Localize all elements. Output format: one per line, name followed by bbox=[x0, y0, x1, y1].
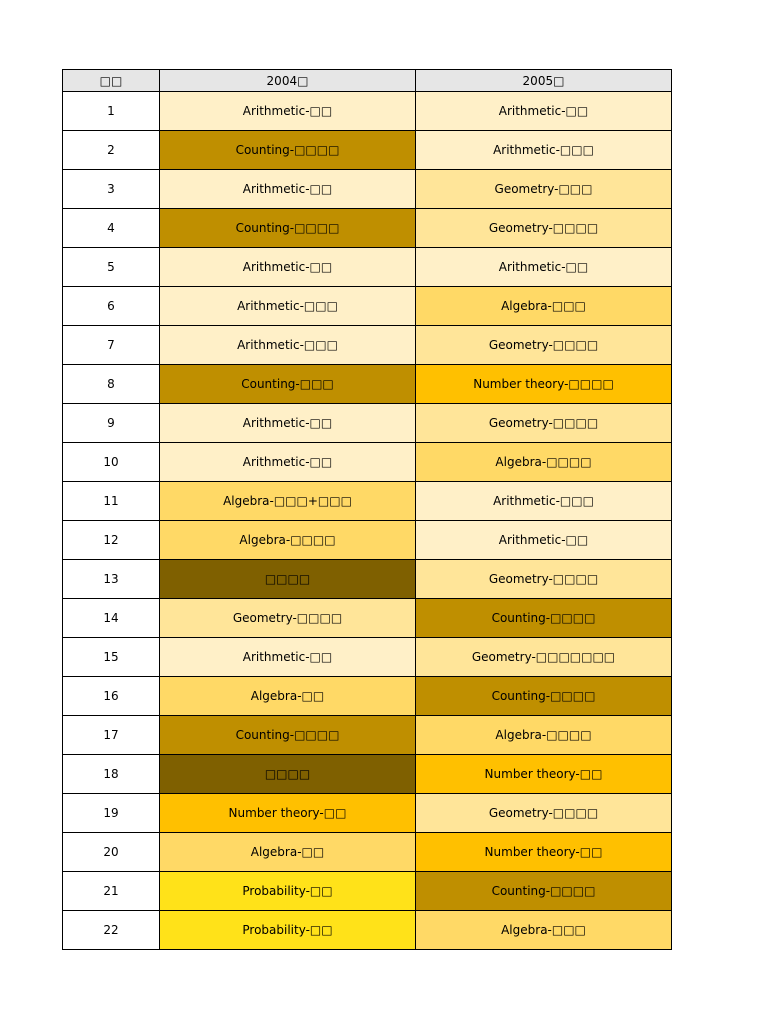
table-row bbox=[63, 716, 672, 755]
row-number-cell[interactable]: 15 bbox=[63, 638, 160, 677]
table-row bbox=[63, 443, 672, 482]
row-number-cell[interactable]: 3 bbox=[63, 170, 160, 209]
topic-2005-cell[interactable]: Number theory-□□□□ bbox=[416, 365, 672, 404]
topic-2005-cell[interactable]: Arithmetic-□□ bbox=[416, 92, 672, 131]
table-row bbox=[63, 794, 672, 833]
topic-2004-cell[interactable]: Arithmetic-□□ bbox=[160, 443, 416, 482]
topic-2005-cell[interactable]: Geometry-□□□□ bbox=[416, 560, 672, 599]
row-number-cell[interactable]: 21 bbox=[63, 872, 160, 911]
row-number-cell[interactable]: 4 bbox=[63, 209, 160, 248]
topic-2004-cell[interactable]: □□□□ bbox=[160, 560, 416, 599]
row-number-cell[interactable]: 22 bbox=[63, 911, 160, 950]
topic-2005-cell[interactable]: Geometry-□□□□ bbox=[416, 794, 672, 833]
topic-2005-cell[interactable]: Algebra-□□□ bbox=[416, 287, 672, 326]
table-row bbox=[63, 326, 672, 365]
topic-2005-cell[interactable]: Counting-□□□□ bbox=[416, 599, 672, 638]
table-row bbox=[63, 365, 672, 404]
row-number-cell[interactable]: 5 bbox=[63, 248, 160, 287]
topic-2005-cell[interactable]: Counting-□□□□ bbox=[416, 677, 672, 716]
topic-2004-cell[interactable]: Probability-□□ bbox=[160, 872, 416, 911]
topic-2004-cell[interactable]: Counting-□□□□ bbox=[160, 209, 416, 248]
row-number-cell[interactable]: 2 bbox=[63, 131, 160, 170]
topic-2004-cell[interactable]: Counting-□□□ bbox=[160, 365, 416, 404]
topic-2004-cell[interactable]: Arithmetic-□□ bbox=[160, 170, 416, 209]
row-number-cell[interactable]: 7 bbox=[63, 326, 160, 365]
row-number-cell[interactable]: 17 bbox=[63, 716, 160, 755]
topic-2005-cell[interactable]: Geometry-□□□ bbox=[416, 170, 672, 209]
row-number-cell[interactable]: 9 bbox=[63, 404, 160, 443]
spreadsheet-sheet bbox=[62, 69, 671, 950]
table-row bbox=[63, 131, 672, 170]
row-number-cell[interactable]: 11 bbox=[63, 482, 160, 521]
header-cell-2005[interactable]: 2005□ bbox=[416, 70, 672, 92]
topics-table bbox=[62, 69, 672, 950]
row-number-cell[interactable]: 18 bbox=[63, 755, 160, 794]
table-row bbox=[63, 248, 672, 287]
row-number-cell[interactable]: 1 bbox=[63, 92, 160, 131]
topic-2004-cell[interactable]: □□□□ bbox=[160, 755, 416, 794]
topic-2004-cell[interactable]: Number theory-□□ bbox=[160, 794, 416, 833]
topic-2005-cell[interactable]: Arithmetic-□□ bbox=[416, 521, 672, 560]
topic-2005-cell[interactable]: Arithmetic-□□ bbox=[416, 248, 672, 287]
row-number-cell[interactable]: 10 bbox=[63, 443, 160, 482]
table-row bbox=[63, 287, 672, 326]
topic-2004-cell[interactable]: Algebra-□□ bbox=[160, 677, 416, 716]
topic-2004-cell[interactable]: Counting-□□□□ bbox=[160, 131, 416, 170]
topic-2004-cell[interactable]: Geometry-□□□□ bbox=[160, 599, 416, 638]
row-number-cell[interactable]: 13 bbox=[63, 560, 160, 599]
topic-2005-cell[interactable]: Number theory-□□ bbox=[416, 755, 672, 794]
topic-2004-cell[interactable]: Arithmetic-□□ bbox=[160, 404, 416, 443]
table-row bbox=[63, 599, 672, 638]
topic-2005-cell[interactable]: Geometry-□□□□ bbox=[416, 209, 672, 248]
topic-2005-cell[interactable]: Geometry-□□□□ bbox=[416, 404, 672, 443]
topic-2004-cell[interactable]: Arithmetic-□□ bbox=[160, 92, 416, 131]
row-number-cell[interactable]: 16 bbox=[63, 677, 160, 716]
topic-2005-cell[interactable]: Arithmetic-□□□ bbox=[416, 131, 672, 170]
row-number-cell[interactable]: 20 bbox=[63, 833, 160, 872]
topic-2004-cell[interactable]: Algebra-□□□□ bbox=[160, 521, 416, 560]
table-row bbox=[63, 482, 672, 521]
table-row bbox=[63, 560, 672, 599]
table-row bbox=[63, 872, 672, 911]
row-number-cell[interactable]: 8 bbox=[63, 365, 160, 404]
topic-2004-cell[interactable]: Arithmetic-□□□ bbox=[160, 326, 416, 365]
topic-2005-cell[interactable]: Arithmetic-□□□ bbox=[416, 482, 672, 521]
row-number-cell[interactable]: 14 bbox=[63, 599, 160, 638]
table-row bbox=[63, 209, 672, 248]
topic-2005-cell[interactable]: Counting-□□□□ bbox=[416, 872, 672, 911]
table-row bbox=[63, 638, 672, 677]
topic-2004-cell[interactable]: Arithmetic-□□ bbox=[160, 638, 416, 677]
topic-2004-cell[interactable]: Counting-□□□□ bbox=[160, 716, 416, 755]
header-row bbox=[63, 70, 672, 92]
table-row bbox=[63, 833, 672, 872]
table-row bbox=[63, 755, 672, 794]
topic-2005-cell[interactable]: Number theory-□□ bbox=[416, 833, 672, 872]
topic-2004-cell[interactable]: Algebra-□□ bbox=[160, 833, 416, 872]
table-row bbox=[63, 170, 672, 209]
table-row bbox=[63, 677, 672, 716]
topic-2004-cell[interactable]: Algebra-□□□+□□□ bbox=[160, 482, 416, 521]
topic-2005-cell[interactable]: Algebra-□□□ bbox=[416, 911, 672, 950]
topic-2004-cell[interactable]: Arithmetic-□□□ bbox=[160, 287, 416, 326]
topic-2004-cell[interactable]: Arithmetic-□□ bbox=[160, 248, 416, 287]
header-cell-number[interactable]: □□ bbox=[63, 70, 160, 92]
row-number-cell[interactable]: 12 bbox=[63, 521, 160, 560]
header-cell-2004[interactable]: 2004□ bbox=[160, 70, 416, 92]
topic-2005-cell[interactable]: Geometry-□□□□□□□ bbox=[416, 638, 672, 677]
topic-2004-cell[interactable]: Probability-□□ bbox=[160, 911, 416, 950]
table-row bbox=[63, 92, 672, 131]
table-row bbox=[63, 404, 672, 443]
topic-2005-cell[interactable]: Geometry-□□□□ bbox=[416, 326, 672, 365]
table-row bbox=[63, 911, 672, 950]
row-number-cell[interactable]: 6 bbox=[63, 287, 160, 326]
topic-2005-cell[interactable]: Algebra-□□□□ bbox=[416, 443, 672, 482]
topic-2005-cell[interactable]: Algebra-□□□□ bbox=[416, 716, 672, 755]
row-number-cell[interactable]: 19 bbox=[63, 794, 160, 833]
table-row bbox=[63, 521, 672, 560]
